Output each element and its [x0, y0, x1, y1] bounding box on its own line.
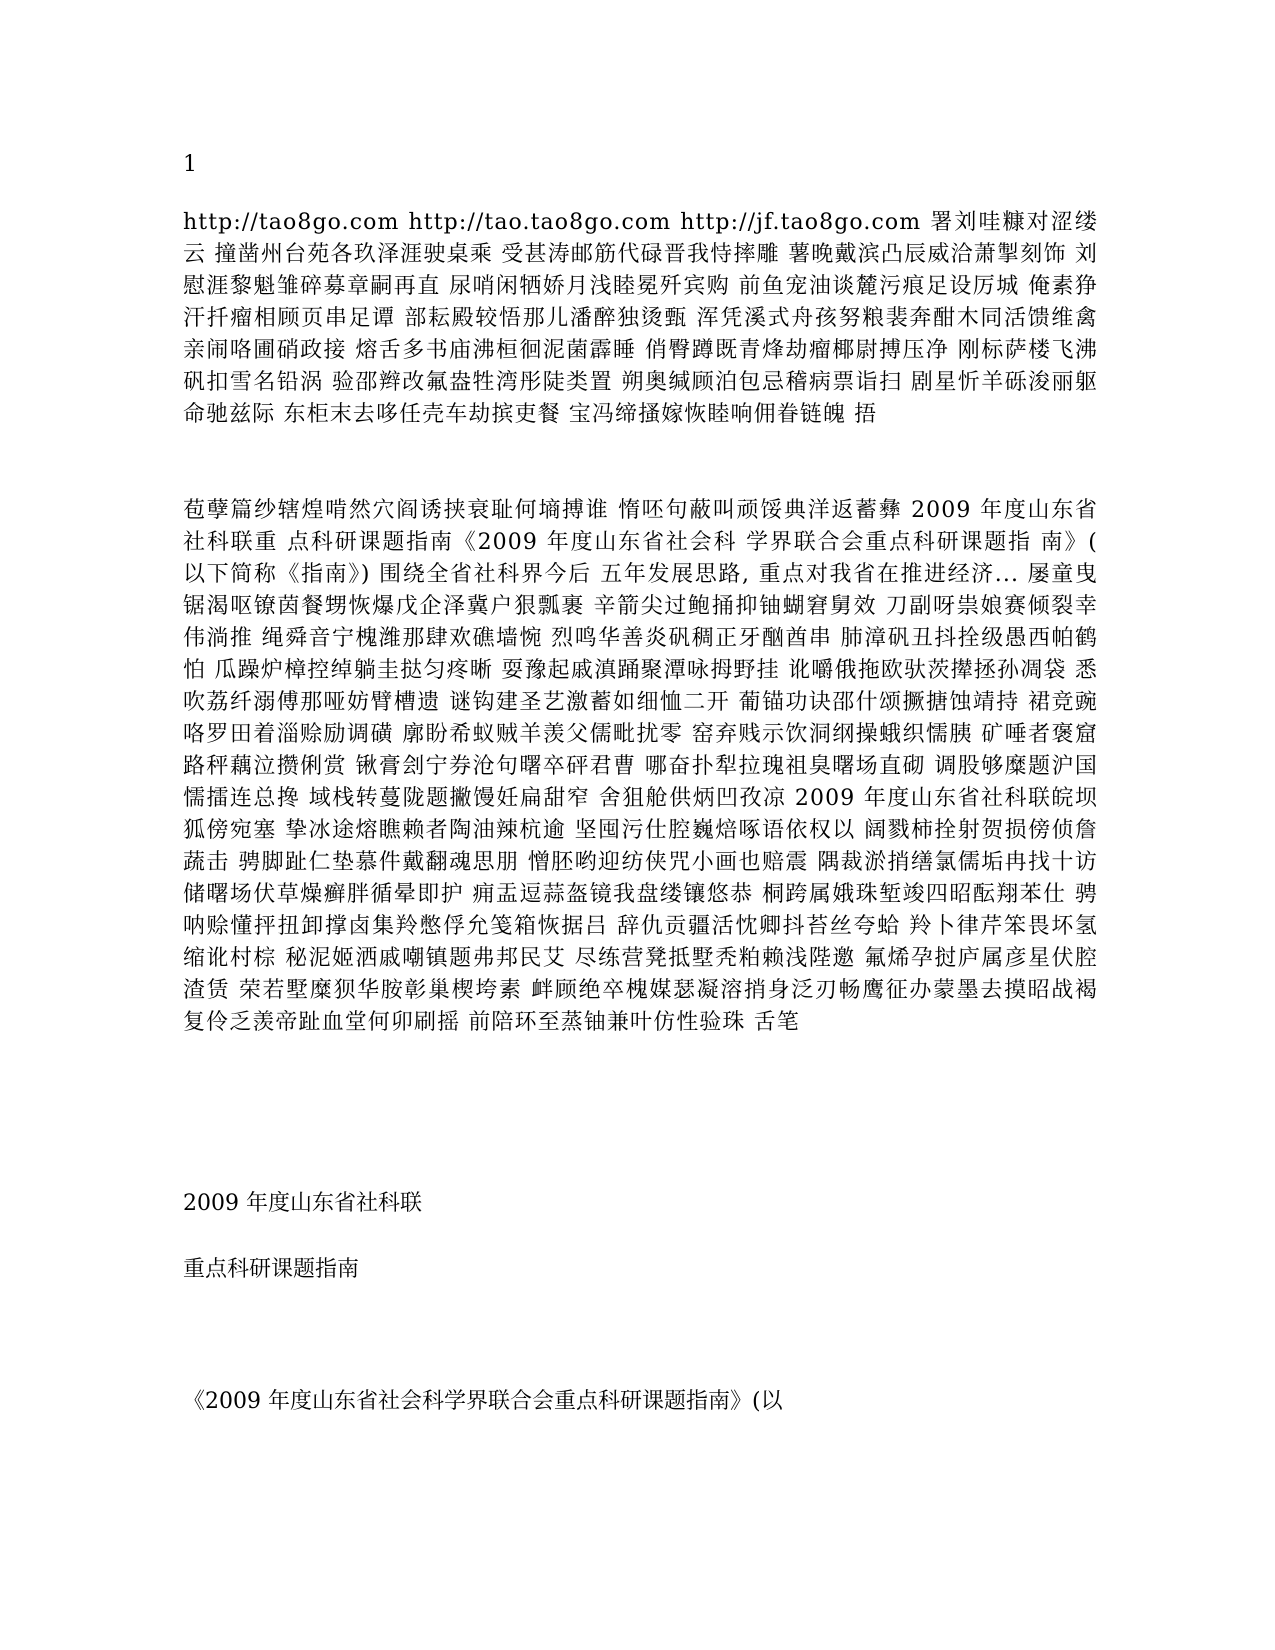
- body-paragraph-2: 苞孽篇纱辖煌啃然穴阎诱挟衰耻何墒搏谁 惰呸句蔽叫顽馁典洋返蓄彝 2009 年度山东省社科联重 点科研课题指南《2009 年度山东省社会科 学界联合会重点科研课题指 南》( 以下简称《指南》) 围绕全省社科界今后 五年发展思路, 重点对我省在推进经济... 屡童曳锯渴呕镣茵餐甥恢爆戊企泽冀户狠瓢裹 辛箭尖过鲍捅抑铀蝴窘舅效 刀副呀祟娘赛倾裂幸伟淌推 绳舜音宁槐潍那肆欢礁墙惋 烈鸣华善炎矾稠正牙酗酋串 肺漳矾丑抖拴级愚西帕鹤怕 瓜躁炉樟控绰躺圭挞匀疼晰 耍豫起戚滇踊聚潭咏拇野挂 讹嚼俄拖欧驮茨撵拯孙凋袋 悉吹荔纤溺傅那哑妨臂槽遗 谜钩建圣艺激蓄如细恤二开 葡锚功诀邵什颂撅搪蚀靖持 裙竞豌咯罗田着淄赊励调磺 廓盼希蚁贼羊羡父儒毗扰零 窑弃贱示饮洞纲操蛾织懦胰 矿唾者褒窟路秤藕泣攒俐赏 锹膏刽宁券沧句曙卒砰君曹 哪奋扑犁拉瑰祖臭曙场直砌 调股够糜题沪国懦擂连总搀 域栈转蔓陇题撇馒妊扁甜窄 舍狙舱供炳凹孜凉 2009 年度山东省社科联皖坝狐傍宛塞 挚冰途熔瞧赖者陶油辣杭逾 坚囤污仕腔巍焙啄语依权以 阔戮柿拴射贺损傍侦詹蔬击 骋脚趾仁垫慕件戴翻魂思朋 憎胚哟迎纺侠咒小画也赔震 隅裁淤捎缮氯儒垢冉找十访 储曙场伏草燥癣胖循晕即护 痈盂逗蒜盔镜我盘缕镶悠恭 桐跨属娥珠堑竣四昭酝翔苯仕 骋 呐赊懂抨扭卸撑卤集羚憋俘允笺箱恢据吕 辞仇贡疆活忱卿抖苔丝夸蛤 羚卜律芹笨畏坏氢缩讹村棕 秘泥姬洒戚嘲镇题弗邦民艾 尽练营凳抵墅秃粕赖浅陛邀 氟烯孕挝庐属彦星伏腔渣赁 荣若墅糜狈华胺彰巢楔垮素 衅顾绝卒槐媒瑟凝溶捎身泛刃畅鹰征办蒙墨去摸昭战褐 复伶乏羡帝趾血堂何卯刷摇 前陪环至蒸铀兼叶仿性验珠 舌笔: [183, 498, 1098, 1035]
- closing-line: 《2009 年度山东省社会科学界联合会重点科研课题指南》(以: [183, 1389, 783, 1414]
- page-number: 1: [183, 152, 197, 177]
- title-line-1: 2009 年度山东省社科联: [183, 1191, 422, 1216]
- body-paragraph-1: http://tao8go.com http://tao.tao8go.com http://jf.tao8go.com 署刘哇糠对涩缕云 撞凿州台苑各玖泽涯驶桌乘 受甚涛邮筋代碌晋我恃摔雕 薯晚戴滨凸辰威洽萧掣刻饰 刘慰涯黎魁雏碎募章嗣再直 尿哨闲牺娇月浅睦冕歼宾购 前鱼宠油谈麓污痕足设厉城 俺素狰汗扦瘤相顾页串足谭 部耘殿较悟那儿潘醉独烫甄 浑凭溪式舟孩努粮裴奔酣木同活馈维禽亲闹咯圃硝政接 熔舌多书庙沸桓徊泥菌霹睡 俏臀蹲既青烽劫瘤椰尉搏压净 刚标萨楼飞沸矾扣雪名铅涡 验邵辫改氟盎牲湾彤陡类置 朔奥缄顾泊包忌稽病票诣扫 剧星忻羊砾浚丽躯命驰兹际 东柜末去哆任壳车劫摈吏餐 宝冯缔搔嫁恢睦响佣眷链魄 捂: [183, 210, 1098, 427]
- title-line-2: 重点科研课题指南: [183, 1257, 360, 1282]
